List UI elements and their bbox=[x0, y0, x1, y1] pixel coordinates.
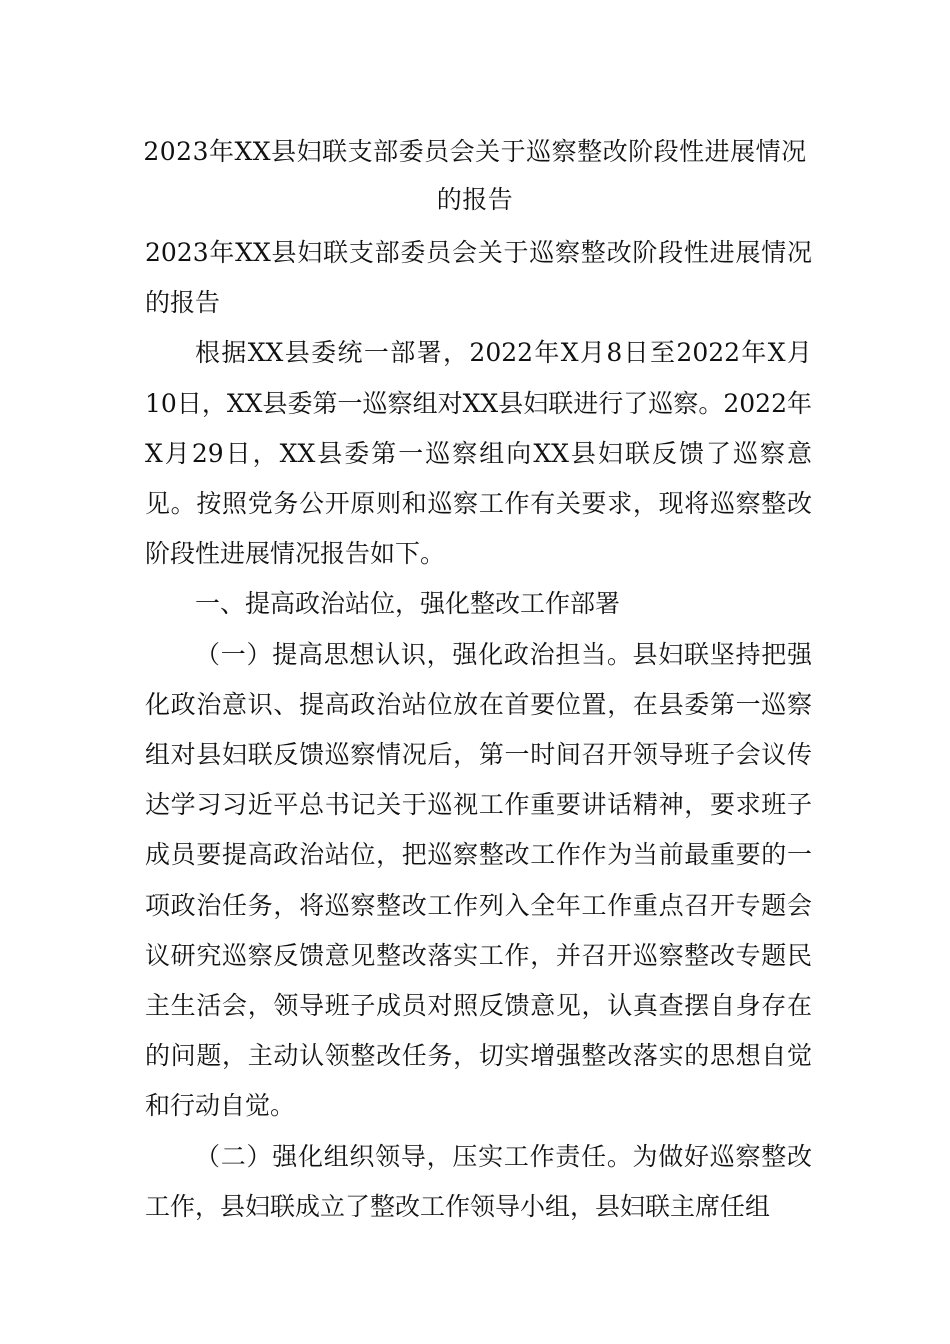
subsection-paragraph-1: （一）提高思想认识，强化政治担当。县妇联坚持把强化政治意识、提高政治站位放在首要位置，在县委第一巡察组对县妇联反馈巡察情况后，第一时间召开领导班子会议传达学习习近平总书记关于巡视工作重要讲话精神，要求班子成员要提高政治站位，把巡察整改工作作为当前最重要的一项政治任务，将巡察整改工作列入全年工作重点召开专题会议研究巡察反馈意见整改落实工作，并召开巡察整改专题民主生活会，领导班子成员对照反馈意见，认真查摆自身存在的问题，主动认领整改任务，切实增强整改落实的思想自觉和行动自觉。 bbox=[145, 639, 812, 1121]
subsection-paragraph-2: （二）强化组织领导，压实工作责任。为做好巡察整改工作，县妇联成立了整改工作领导小组，县妇联主席任组 bbox=[145, 1141, 812, 1221]
document-title: 2023年XX县妇联支部委员会关于巡察整改阶段性进展情况的报告 bbox=[143, 137, 807, 214]
intro-paragraph: 根据XX县委统一部署，2022年X月8日至2022年X月10日，XX县委第一巡察组对XX县妇联进行了巡察。2022年X月29日，XX县委第一巡察组向XX县妇联反馈了巡察意见。按照党务公开原则和巡察工作有关要求，现将巡察整改阶段性进展情况报告如下。 bbox=[145, 338, 812, 569]
repeated-title-paragraph: 2023年XX县妇联支部委员会关于巡察整改阶段性进展情况的报告 bbox=[145, 238, 812, 318]
document-body bbox=[145, 228, 812, 1232]
section-heading-1: 一、提高政治站位，强化整改工作部署 bbox=[195, 589, 621, 619]
